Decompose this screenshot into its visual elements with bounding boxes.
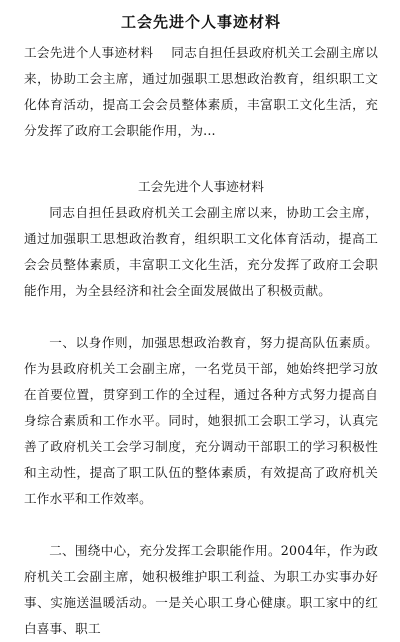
body-paragraph-one: 一、以身作则，加强思想政治教育，努力提高队伍素质。作为县政府机关工会副主席，一名党员干部，她始终把学习放在首要位置，贯穿到工作的全过程，通过各种方式努力提高自身综合素质和工作水平。同时，她狠抓工会职工学习，认真完善了政府机关工会学习制度，充分调动干部职工的学习积极性和主动性，提高了职工队伍的整体素质，有效提高了政府机关工作水平和工作效率。 — [24, 335, 378, 506]
summary-text: 同志自担任县政府机关工会副主席以来，协助工会主席，通过加强职工思想政治教育，组织职工文化体育活动，提高工会会员整体素质，丰富职工文化生活，充分发挥了政府工会职能作用，为... — [24, 45, 378, 138]
section-title: 工会先进个人事迹材料 — [138, 179, 264, 194]
document-title: 工会先进个人事迹材料 — [120, 13, 281, 31]
summary-label: 工会先进个人事迹材料 — [24, 45, 154, 60]
body-paragraph-two: 二、围绕中心，充分发挥工会职能作用。2004年，作为政府机关工会副主席，她积极维护职工利益、为职工办实事办好事、实施送温暖活动。一是关心职工身心健康。职工家中的红白喜事、职工 — [24, 543, 378, 636]
document-summary — [24, 40, 378, 144]
body-paragraph-intro: 同志自担任县政府机关工会副主席以来，协助工会主席，通过加强职工思想政治教育，组织职工文化体育活动，提高工会会员整体素质，丰富职工文化生活，充分发挥了政府工会职能作用，为全县经济和社会全面发展做出了积极贡献。 — [24, 205, 378, 298]
